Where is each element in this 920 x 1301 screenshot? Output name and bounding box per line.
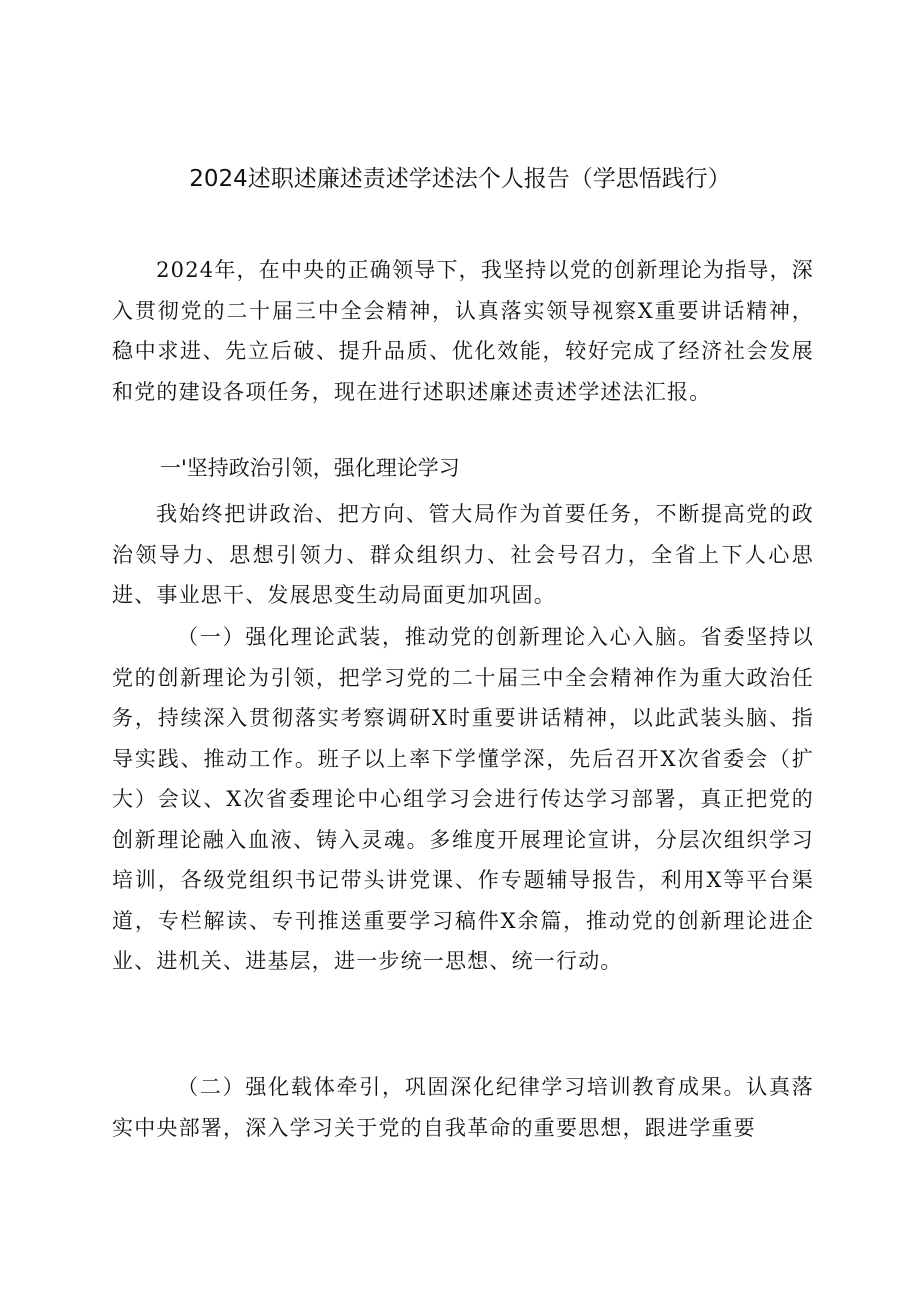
paragraph-item-1: （一）强化理论武装，推动党的创新理论入心入脑。省委坚持以党的创新理论为引领，把学习党的二十届三中全会精神作为重大政治任务，持续深入贯彻落实考察调研X时重要讲话精神，以此武装头脑、指导实践、推动工作。班子以上率下学懂学深，先后召开X次省委会（扩大）会议、X次省委理论中心组学习会进行传达学习部署，真正把党的创新理论融入血液、铸入灵魂。多维度开展理论宣讲，分层次组织学习培训，各级党组织书记带头讲党课、作专题辅导报告，利用X等平台渠道，专栏解读、专刊推送重要学习稿件X余篇，推动党的创新理论进企业、进机关、进基层，进一步统一思想、统一行动。 (112, 625, 814, 973)
section-heading-1: 一'坚持政治引领，强化理论学习 (160, 456, 460, 480)
paragraph-item-2: （二）强化载体牵引，巩固深化纪律学习培训教育成果。认真落实中央部署，深入学习关于党的自我革命的重要思想，跟进学重要 (112, 1075, 814, 1140)
paragraph-intro: 2024年，在中央的正确领导下，我坚持以党的创新理论为指导，深入贯彻党的二十届三中全会精神，认真落实领导视察X重要讲话精神，稳中求进、先立后破、提升品质、优化效能，较好完成了经济社会发展和党的建设各项任务，现在进行述职述廉述责述学述法汇报。 (112, 258, 814, 404)
document-title: 2024述职述廉述责述学述法个人报告（学思悟践行） (189, 166, 731, 192)
paragraph-section1-body: 我始终把讲政治、把方向、管大局作为首要任务，不断提高党的政治领导力、思想引领力、群众组织力、社会号召力，全省上下人心思进、事业思干、发展思变生动局面更加巩固。 (112, 502, 814, 607)
